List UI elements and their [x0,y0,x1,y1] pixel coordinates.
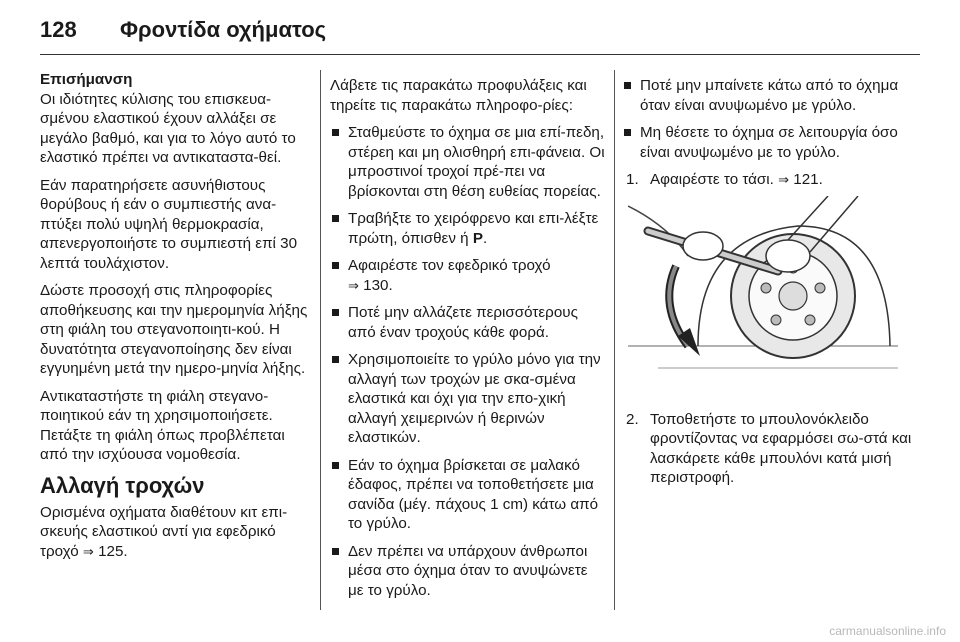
wheel-wrench-illustration [628,196,898,392]
warning-paragraph: Δώστε προσοχή στις πληροφορίες αποθήκευσης και την ημερομηνία λήξης στη φιάλη του στεγανοποιητι-κού. Η δυνατότητα στεγανοποίησης δεν είναι εγγυημένη μετά την ημερο-μηνία λήξης. [40,282,308,377]
reference-arrow-icon: ⇒ [82,543,94,559]
reverse-gear-label: P [472,229,483,247]
step-number: 2. [626,410,639,428]
list-item [330,256,605,295]
precautions-list [330,123,605,600]
list-item: Σταθμεύστε το όχημα σε μια επί-πεδη, στέρεη και μη ολισθηρή επι-φάνεια. Οι μπροστινοί τροχοί πρέ-πει να βρίσκονται στη θέση ευθείας πορείας. [330,123,605,201]
list-item: Χρησιμοποιείτε το γρύλο μόνο για την αλλαγή των τροχών με σκα-σμένα ελαστικά και όχι για την επο-χική αλλαγή χειμερινών ή θερινών ελαστικών. [330,350,605,448]
warning-paragraph: Αντικαταστήστε τη φιάλη στεγανο-ποιητικού εάν τη χρησιμοποιήσετε. Πετάξτε τη φιάλη όπως προβλέπεται από την ισχύουσα νομοθεσία. [40,387,285,463]
step-item [622,410,912,488]
running-title: Φροντίδα οχήματος [120,17,327,42]
page-number: 128 [40,17,77,42]
column-right [622,76,912,494]
step-number: 1. [626,171,639,188]
reference-arrow-icon: ⇒ [778,172,790,187]
step-text: Αφαιρέστε το τάσι. [650,171,774,188]
step-item [622,170,912,190]
page-header [0,0,960,48]
list-item: Μη θέσετε το όχημα σε λειτουργία όσο είναι ανυψωμένο με το γρύλο. [622,123,912,162]
list-item: Δεν πρέπει να υπάρχουν άνθρωποι μέσα στο όχημα όταν το ανυψώνετε με το γρύλο. [330,542,605,601]
precautions-intro: Λάβετε τις παρακάτω προφυλάξεις και τηρείτε τις παρακάτω πληροφο-ρίες: [330,77,587,114]
page-reference-link[interactable]: 125. [98,542,128,560]
section-intro [40,503,308,562]
column-middle [330,76,605,608]
section-intro-text: Ορισμένα οχήματα διαθέτουν κιτ επι-σκευής ελαστικού αντί για εφεδρικό τροχό [40,503,288,560]
step-text: Τοποθετήστε το μπουλονόκλειδο φροντίζοντας να εφαρμόσει σω-στά και λασκάρετε κάθε μπουλόνι κατά μισή περιστροφή. [650,410,912,486]
reference-arrow-icon: ⇒ [348,277,359,293]
list-item: Ποτέ μην μπαίνετε κάτω από το όχημα όταν είναι ανυψωμένο με γρύλο. [622,76,912,115]
column-divider [614,70,615,610]
steps-list [622,170,912,190]
page-reference-link[interactable]: 130. [363,276,393,294]
column-divider [320,70,321,610]
list-item-text: Αφαιρέστε τον εφεδρικό τροχό [348,257,551,274]
watermark: carmanualsonline.info [829,624,946,638]
section-heading: Αλλαγή τροχών [40,472,205,498]
warning-title: Επισήμανση [40,71,133,88]
header-divider [40,54,920,55]
list-item: Εάν το όχημα βρίσκεται σε μαλακό έδαφος, πρέπει να τοποθετήσετε μια σανίδα (μέγ. πάχους 1 cm) κάτω από το γρύλο. [330,456,605,534]
list-item: Τραβήξτε το χειρόφρενο και επι-λέξτε πρώτη, όπισθεν ή P. [330,209,605,248]
steps-list [622,410,912,488]
column-left [40,70,308,569]
safety-list [622,76,912,162]
list-item-text: Τραβήξτε το χειρόφρενο και επι-λέξτε πρώτη, όπισθεν ή [348,210,599,247]
list-item: Ποτέ μην αλλάζετε περισσότερους από έναν τροχούς κάθε φορά. [330,303,605,342]
warning-paragraph: Οι ιδιότητες κύλισης του επισκευα-σμένου ελαστικού έχουν αλλάξει σε μεγάλο βαθμό, και για το λόγο αυτό το ελαστικό πρέπει να αντικαταστα-θεί. [40,90,296,166]
page-reference-link[interactable]: 121. [793,171,823,188]
warning-paragraph: Εάν παρατηρήσετε ασυνήθιστους θορύβους ή εάν ο συμπιεστής ανα-πτύξει πολύ υψηλή θερμοκρασία, απενεργοποιήστε το συμπιεστή επί 30 λεπτά τουλάχιστον. [40,176,298,272]
